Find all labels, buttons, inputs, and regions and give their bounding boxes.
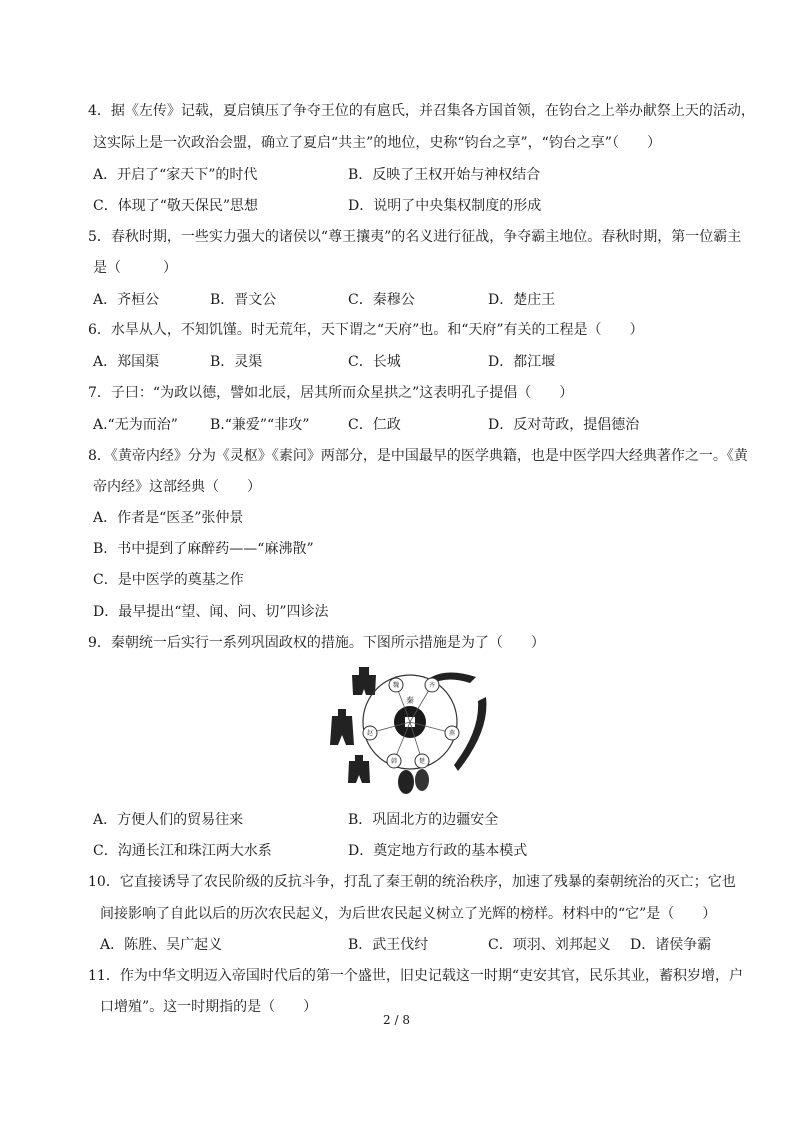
q9-option-c: C．沟通长江和珠江两大水系	[93, 843, 272, 859]
qin-currency-unification-figure	[326, 661, 492, 796]
q5-stem-line2: 是（ ）	[93, 260, 177, 276]
q8-stem-line2: 帝内经》这部经典（ ）	[93, 479, 261, 495]
ant-nose-coin-icon	[415, 769, 429, 791]
q5-option-b: B．晋文公	[210, 292, 277, 308]
q5-option-d: D．楚庄王	[488, 292, 556, 308]
q7-option-b: B.“兼爱”“非攻”	[210, 417, 310, 433]
state-label-qi: 齐	[428, 682, 436, 689]
q8-stem-line1: 8．《黄帝内经》分为《灵枢》《素问》两部分，是中国最早的医学典籍，也是中医学四大经典著作之一。《黄	[88, 448, 748, 464]
q5-option-a: A．齐桓公	[93, 292, 160, 308]
q11-stem-line1: 11．作为中华文明迈入帝国时代后的第一个盛世，旧史记载这一时期“吏安其官，民乐其业，蓄积岁增，户	[88, 968, 743, 984]
state-label-wei: 魏	[392, 682, 400, 689]
q5-stem-line1: 5．春秋时期，一些实力强大的诸侯以“尊王攘夷”的名义进行征战，争夺霸主地位。春秋时期，第一位霸主	[88, 229, 742, 245]
q10-option-b: B．武王伐纣	[348, 937, 429, 953]
q10-option-c: C．项羽、刘邦起义	[488, 937, 611, 953]
spade-coin-icon	[352, 667, 376, 695]
q9-stem: 9．秦朝统一后实行一系列巩固政权的措施。下图所示措施是为了（ ）	[88, 635, 545, 651]
q4-option-b: B．反映了王权开始与神权结合	[348, 167, 541, 183]
q10-stem-line2: 间接影响了自此以后的历次农民起义，为后世农民起义树立了光辉的榜样。材料中的“它”是（ ）	[100, 906, 717, 922]
state-label-chu: 楚	[418, 758, 426, 765]
q9-option-b: B．巩固北方的边疆安全	[348, 812, 499, 828]
state-label-yan: 燕	[448, 730, 456, 737]
q4-option-c: C．体现了“敬天保民”思想	[93, 198, 259, 214]
q6-option-c: C．长城	[348, 354, 401, 370]
q10-option-a: A．陈胜、吴广起义	[100, 937, 223, 953]
state-label-han: 韩	[390, 758, 398, 765]
q8-option-b: B．书中提到了麻醉药——“麻沸散”	[93, 541, 314, 557]
q6-option-d: D．都江堰	[488, 354, 556, 370]
q7-option-d: D．反对苛政，提倡德治	[488, 417, 640, 433]
q4-option-a: A．开启了“家天下”的时代	[93, 167, 258, 183]
q8-option-a: A．作者是“医圣”张仲景	[93, 510, 244, 526]
q8-option-d: D．最早提出“望、闻、问、切”四诊法	[93, 604, 329, 620]
q6-option-b: B．灵渠	[210, 354, 263, 370]
q10-option-d: D．诸侯争霸	[630, 937, 712, 953]
center-label: 秦	[406, 696, 414, 705]
ban-liang-coin-icon	[394, 695, 426, 738]
page-number: 2 / 8	[383, 1013, 410, 1027]
q11-stem-line2: 口增殖”。这一时期指的是（ ）	[100, 999, 318, 1015]
q6-stem: 6．水旱从人，不知饥馑。时无荒年，天下谓之“天府”也。和“天府”有关的工程是（ ）	[88, 322, 644, 338]
state-label-zhao: 赵	[366, 730, 374, 737]
spade-coin-icon	[330, 709, 354, 745]
q4-option-d: D．说明了中央集权制度的形成	[348, 198, 542, 214]
ant-nose-coin-icon	[398, 770, 414, 794]
spade-coin-icon	[348, 755, 370, 783]
q10-stem-line1: 10．它直接诱导了农民阶级的反抗斗争，打乱了秦王朝的统治秩序，加速了残暴的秦朝统治的灭亡；它也	[88, 874, 736, 890]
q8-option-c: C．是中医学的奠基之作	[93, 572, 244, 588]
q4-stem-line1: 4．据《左传》记载，夏启镇压了争夺王位的有扈氏，并召集各方国首领，在钧台之上举办献祭上天的活动，	[88, 103, 755, 119]
q9-option-d: D．奠定地方行政的基本模式	[348, 843, 528, 859]
q7-stem: 7．子曰：“为政以德，譬如北辰，居其所而众星拱之”这表明孔子提倡（ ）	[88, 385, 574, 401]
q6-option-a: A．郑国渠	[93, 354, 160, 370]
q5-option-c: C．秦穆公	[348, 292, 415, 308]
q7-option-a: A.“无为而治”	[93, 417, 178, 433]
q4-stem-line2: 这实际上是一次政治会盟，确立了夏启“共主”的地位，史称“钧台之享”，“钧台之享”（ ）	[93, 135, 661, 151]
q9-option-a: A．方便人们的贸易往来	[93, 812, 244, 828]
q7-option-c: C．仁政	[348, 417, 401, 433]
